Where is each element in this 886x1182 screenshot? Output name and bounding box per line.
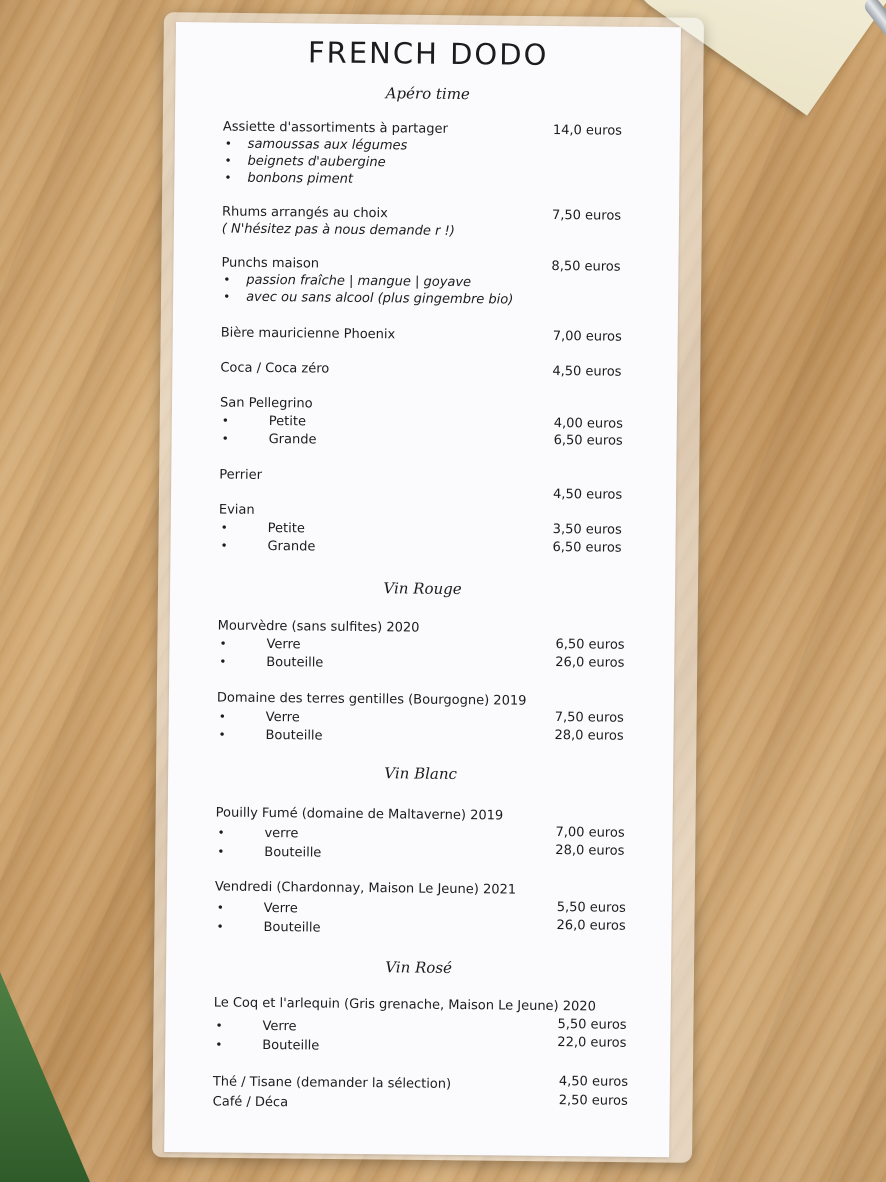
price-coq-verre: 5,50 euros (557, 1017, 627, 1033)
price-assiette: 14,0 euros (552, 122, 623, 139)
item-domaine: Domaine des terres gentilles (Bourgogne) 2019 (216, 690, 527, 709)
sub-pouilly-verre: verre (264, 825, 299, 842)
item-perrier: Perrier (219, 467, 263, 483)
price-the: 4,50 euros (558, 1074, 629, 1090)
sub-evian-grande: Grande (267, 538, 316, 555)
bullet: • (217, 825, 225, 840)
price-sp-grande: 6,50 euros (553, 432, 623, 449)
bullet: • (220, 520, 228, 535)
sub-pouilly-bouteille: Bouteille (264, 844, 322, 861)
sub-assiette-2: beignets d'aubergine (247, 153, 386, 171)
sub-sp-petite: Petite (268, 413, 307, 430)
sub-evian-petite: Petite (267, 520, 305, 537)
section-vin-blanc: Vin Blanc (384, 764, 458, 783)
bullet: • (218, 709, 226, 724)
item-evian: Evian (218, 502, 255, 518)
price-sp-petite: 4,00 euros (553, 415, 624, 432)
section-vin-rouge: Vin Rouge (383, 579, 462, 599)
bullet: • (223, 272, 231, 287)
note-rhums: ( N'hésitez pas à nous demande r !) (221, 221, 455, 239)
sub-sp-grande: Grande (268, 431, 317, 448)
menu-title: FRENCH DODO (307, 35, 549, 72)
bullet: • (217, 844, 225, 859)
item-pouilly: Pouilly Fumé (domaine de Maltaverne) 2019 (215, 805, 504, 824)
sub-assiette-3: bonbons piment (247, 170, 354, 187)
bullet: • (223, 289, 231, 304)
bullet: • (219, 636, 227, 651)
sub-vendredi-verre: Verre (263, 900, 298, 917)
bullet: • (221, 431, 229, 446)
sub-punchs-1: passion fraîche | mangue | goyave (246, 272, 472, 291)
price-evian-grande: 6,50 euros (552, 539, 622, 556)
bullet: • (224, 170, 232, 185)
price-coq-bouteille: 22,0 euros (557, 1035, 627, 1051)
item-san-pellegrino: San Pellegrino (219, 395, 313, 412)
sub-punchs-2: avec ou sans alcool (plus gingembre bio) (246, 289, 514, 308)
bullet: • (224, 153, 232, 168)
item-mourvedre: Mourvèdre (sans sulfites) 2020 (217, 618, 420, 636)
item-biere: Bière mauricienne Phoenix (220, 325, 396, 343)
sub-coq-bouteille: Bouteille (262, 1037, 320, 1054)
sub-domaine-verre: Verre (265, 709, 300, 726)
bullet: • (215, 1018, 223, 1033)
price-mourvedre-bouteille: 26,0 euros (555, 655, 625, 671)
price-vendredi-bouteille: 26,0 euros (556, 918, 626, 934)
bullet: • (218, 727, 226, 742)
price-punchs: 8,50 euros (551, 258, 621, 275)
price-vendredi-verre: 5,50 euros (556, 900, 626, 916)
price-cafe: 2,50 euros (558, 1093, 628, 1109)
item-vendredi: Vendredi (Chardonnay, Maison Le Jeune) 2021 (214, 879, 517, 898)
item-assiette: Assiette d'assortiments à partager (222, 119, 448, 137)
sub-domaine-bouteille: Bouteille (265, 727, 323, 744)
bullet: • (215, 1037, 223, 1052)
item-the: Thé / Tisane (demander la sélection) (212, 1074, 452, 1092)
item-coq: Le Coq et l'arlequin (Gris grenache, Maison Le Jeune) 2020 (213, 995, 596, 1015)
menu-card (164, 22, 681, 1157)
item-rhums: Rhums arrangés au choix (221, 204, 388, 222)
price-evian-petite: 3,50 euros (552, 521, 622, 538)
price-pouilly-verre: 7,00 euros (555, 825, 625, 841)
sub-coq-verre: Verre (262, 1018, 297, 1035)
item-coca: Coca / Coca zéro (220, 360, 330, 377)
price-pouilly-bouteille: 28,0 euros (555, 843, 625, 859)
section-vin-rose: Vin Rosé (385, 958, 453, 977)
sub-mourvedre-verre: Verre (266, 636, 301, 653)
bullet: • (220, 538, 228, 553)
price-domaine-bouteille: 28,0 euros (554, 728, 624, 744)
sub-mourvedre-bouteille: Bouteille (266, 654, 324, 671)
price-coca: 4,50 euros (552, 363, 622, 380)
price-rhums: 7,50 euros (551, 207, 622, 224)
sub-assiette-1: samoussas aux légumes (247, 136, 408, 154)
section-apero: Apéro time (385, 84, 470, 104)
item-punchs: Punchs maison (221, 255, 320, 272)
sub-vendredi-bouteille: Bouteille (263, 919, 321, 936)
price-biere: 7,00 euros (552, 328, 622, 345)
bullet: • (219, 654, 227, 669)
bullet: • (224, 136, 232, 151)
bullet: • (221, 413, 229, 428)
item-cafe: Café / Déca (212, 1094, 289, 1111)
bullet: • (216, 900, 224, 915)
bullet: • (216, 919, 224, 934)
price-perrier: 4,50 euros (552, 486, 623, 503)
price-domaine-verre: 7,50 euros (554, 710, 624, 726)
price-mourvedre-verre: 6,50 euros (555, 637, 625, 653)
grass-patch (0, 972, 90, 1182)
